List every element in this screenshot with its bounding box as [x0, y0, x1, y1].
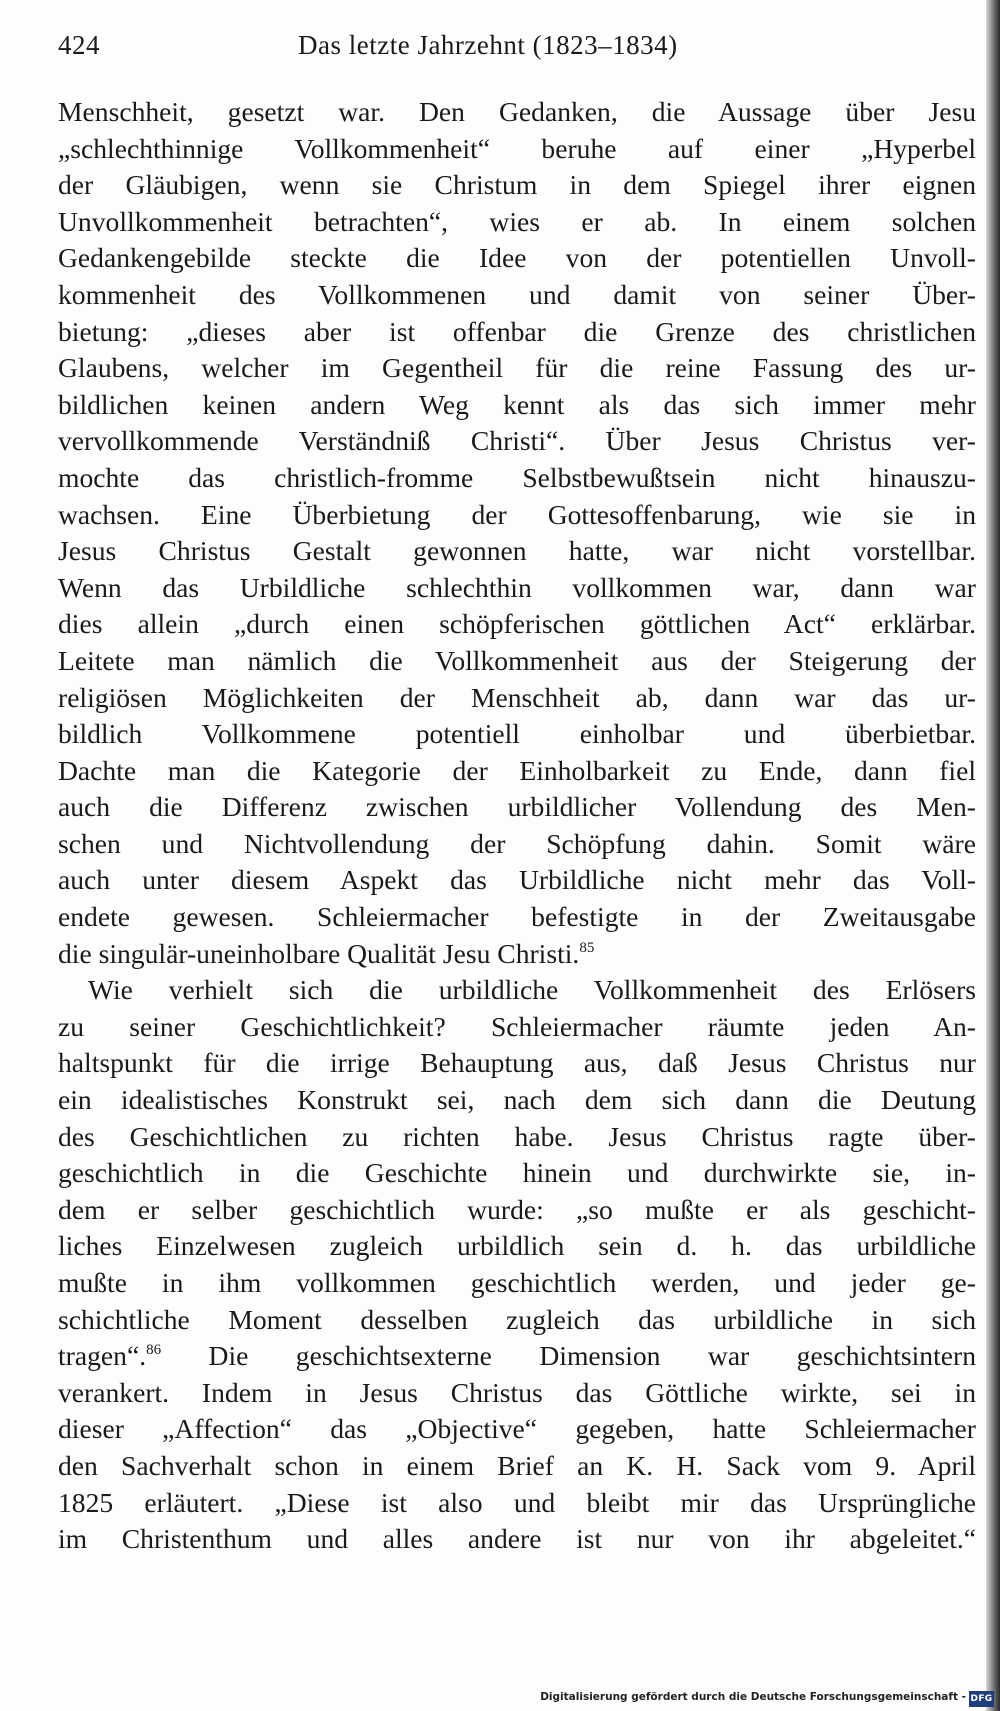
running-head	[58, 30, 976, 70]
line-text: haltspunkt für die irrige Behauptung aus, daß Jesus Christus nur	[58, 1047, 976, 1079]
line-text: dem er selber geschichtlich wurde: „so mußte er als geschicht-	[58, 1193, 976, 1225]
digitization-credit: Digitalisierung gefördert durch die Deutsche Forschungsgemeinschaft -	[540, 1691, 966, 1703]
body-text	[58, 94, 976, 1558]
line-text: dieser „Affection“ das „Objective“ gegeben, hatte Schleiermacher	[58, 1413, 976, 1445]
text-line	[58, 1485, 976, 1522]
text-line	[58, 936, 976, 973]
text-line	[58, 497, 976, 534]
line-text: bildlich Vollkommene potentiell einholbar und überbietbar.	[58, 718, 976, 750]
text-line	[58, 899, 976, 936]
text-line	[58, 1521, 976, 1558]
text-line	[58, 94, 976, 131]
text-line	[58, 1448, 976, 1485]
line-text: Gedankengebilde steckte die Idee von der potentiellen Unvoll-	[58, 242, 976, 274]
text-line	[58, 1192, 976, 1229]
line-text: schen und Nichtvollendung der Schöpfung dahin. Somit wäre	[58, 827, 976, 859]
text-line	[58, 1155, 976, 1192]
line-text: die singulär-uneinholbare Qualität Jesu Christi.	[58, 937, 580, 969]
line-text: mochte das christlich-fromme Selbstbewußtsein nicht hinauszu-	[58, 461, 976, 493]
line-text: mußte in ihm vollkommen geschichtlich werden, und jeder ge-	[58, 1267, 976, 1298]
text-line	[58, 1302, 976, 1339]
text-line	[58, 716, 976, 753]
text-line	[58, 680, 976, 717]
text-line	[58, 1375, 976, 1412]
line-text: auch die Differenz zwischen urbildlicher Vollendung des Men-	[58, 791, 976, 823]
text-line	[58, 240, 976, 277]
text-line	[58, 1411, 976, 1448]
line-text: ein idealistisches Konstrukt sei, nach dem sich dann die Deutung	[58, 1084, 976, 1116]
line-text: Glaubens, welcher im Gegentheil für die reine Fassung des ur-	[58, 352, 976, 384]
line-text: der Gläubigen, wenn sie Christum in dem Spiegel ihrer eignen	[58, 169, 976, 201]
text-line	[58, 826, 976, 863]
text-line	[58, 350, 976, 387]
line-text: den Sachverhalt schon in einem Brief an K. H. Sack vom 9. April	[58, 1449, 976, 1481]
line-text: Leitete man nämlich die Vollkommenheit aus der Steigerung der	[58, 644, 976, 676]
line-text: geschichtlich in die Geschichte hinein und durchwirkte sie, in-	[58, 1157, 976, 1189]
text-line	[58, 277, 976, 314]
text-line	[58, 1082, 976, 1119]
line-text: Menschheit, gesetzt war. Den Gedanken, die Aussage über Jesu	[58, 96, 976, 127]
text-line	[58, 1045, 976, 1082]
text-line	[58, 533, 976, 570]
text-line	[58, 570, 976, 607]
line-text: auch unter diesem Aspekt das Urbildliche nicht mehr das Voll-	[58, 864, 976, 896]
line-text: des Geschichtlichen zu richten habe. Jesus Christus ragte über-	[58, 1120, 976, 1152]
line-text: vervollkommende Verständniß Christi“. Über Jesus Christus ver-	[58, 425, 976, 457]
line-text: wachsen. Eine Überbietung der Gottesoffenbarung, wie sie in	[58, 498, 976, 530]
text-line	[58, 862, 976, 899]
page-number: 424	[58, 30, 100, 60]
line-text-continued: Die geschichtsexterne Dimension war geschichtsintern	[161, 1340, 976, 1372]
line-text: bietung: „dieses aber ist offenbar die Grenze des christlichen	[58, 315, 976, 347]
line-text: Jesus Christus Gestalt gewonnen hatte, war nicht vorstellbar.	[58, 535, 976, 567]
text-line	[58, 314, 976, 351]
line-text: endete gewesen. Schleiermacher befestigte in der Zweitausgabe	[58, 901, 976, 933]
line-text: Wie verhielt sich die urbildliche Vollkommenheit des Erlösers	[88, 974, 976, 1006]
text-line	[58, 606, 976, 643]
line-text: Dachte man die Kategorie der Einholbarkeit zu Ende, dann fiel	[58, 754, 976, 786]
line-text: religiösen Möglichkeiten der Menschheit ab, dann war das ur-	[58, 681, 976, 713]
line-text: „schlechthinnige Vollkommenheit“ beruhe auf einer „Hyperbel	[58, 132, 976, 164]
text-line	[58, 204, 976, 241]
line-text: schichtliche Moment desselben zugleich das urbildliche in sich	[58, 1303, 976, 1335]
text-line	[58, 1265, 976, 1302]
line-text: Wenn das Urbildliche schlechthin vollkommen war, dann war	[58, 571, 976, 603]
line-text: zu seiner Geschichtlichkeit? Schleiermacher räumte jeden An-	[58, 1010, 976, 1042]
text-line	[58, 1338, 976, 1375]
page-edge-shadow	[986, 0, 1000, 1711]
text-line	[58, 972, 976, 1009]
text-line	[58, 1009, 976, 1046]
text-line	[58, 460, 976, 497]
line-text: im Christenthum und alles andere ist nur von ihr abgeleitet.“	[58, 1523, 976, 1555]
text-line	[58, 423, 976, 460]
line-text: 1825 erläutert. „Diese ist also und bleibt mir das Ursprüngliche	[58, 1486, 976, 1518]
text-line	[58, 789, 976, 826]
line-text: bildlichen keinen andern Weg kennt als das sich immer mehr	[58, 388, 976, 420]
footnote-marker: 86	[146, 1342, 162, 1359]
text-line	[58, 1228, 976, 1265]
line-text: verankert. Indem in Jesus Christus das Göttliche wirkte, sei in	[58, 1376, 976, 1408]
text-line	[58, 167, 976, 204]
dfg-logo: DFG	[969, 1691, 994, 1707]
running-title: Das letzte Jahrzehnt (1823–1834)	[298, 30, 678, 60]
text-line	[58, 753, 976, 790]
text-line	[58, 387, 976, 424]
text-line	[58, 643, 976, 680]
line-text: Unvollkommenheit betrachten“, wies er ab. In einem solchen	[58, 205, 976, 237]
line-text: tragen“.	[58, 1340, 147, 1372]
footnote-marker: 85	[579, 939, 595, 956]
text-line	[58, 131, 976, 168]
line-text: kommenheit des Vollkommenen und damit von seiner Über-	[58, 278, 976, 310]
line-text: liches Einzelwesen zugleich urbildlich sein d. h. das urbildliche	[58, 1230, 976, 1262]
text-line	[58, 1119, 976, 1156]
line-text: dies allein „durch einen schöpferischen göttlichen Act“ erklärbar.	[58, 608, 976, 640]
